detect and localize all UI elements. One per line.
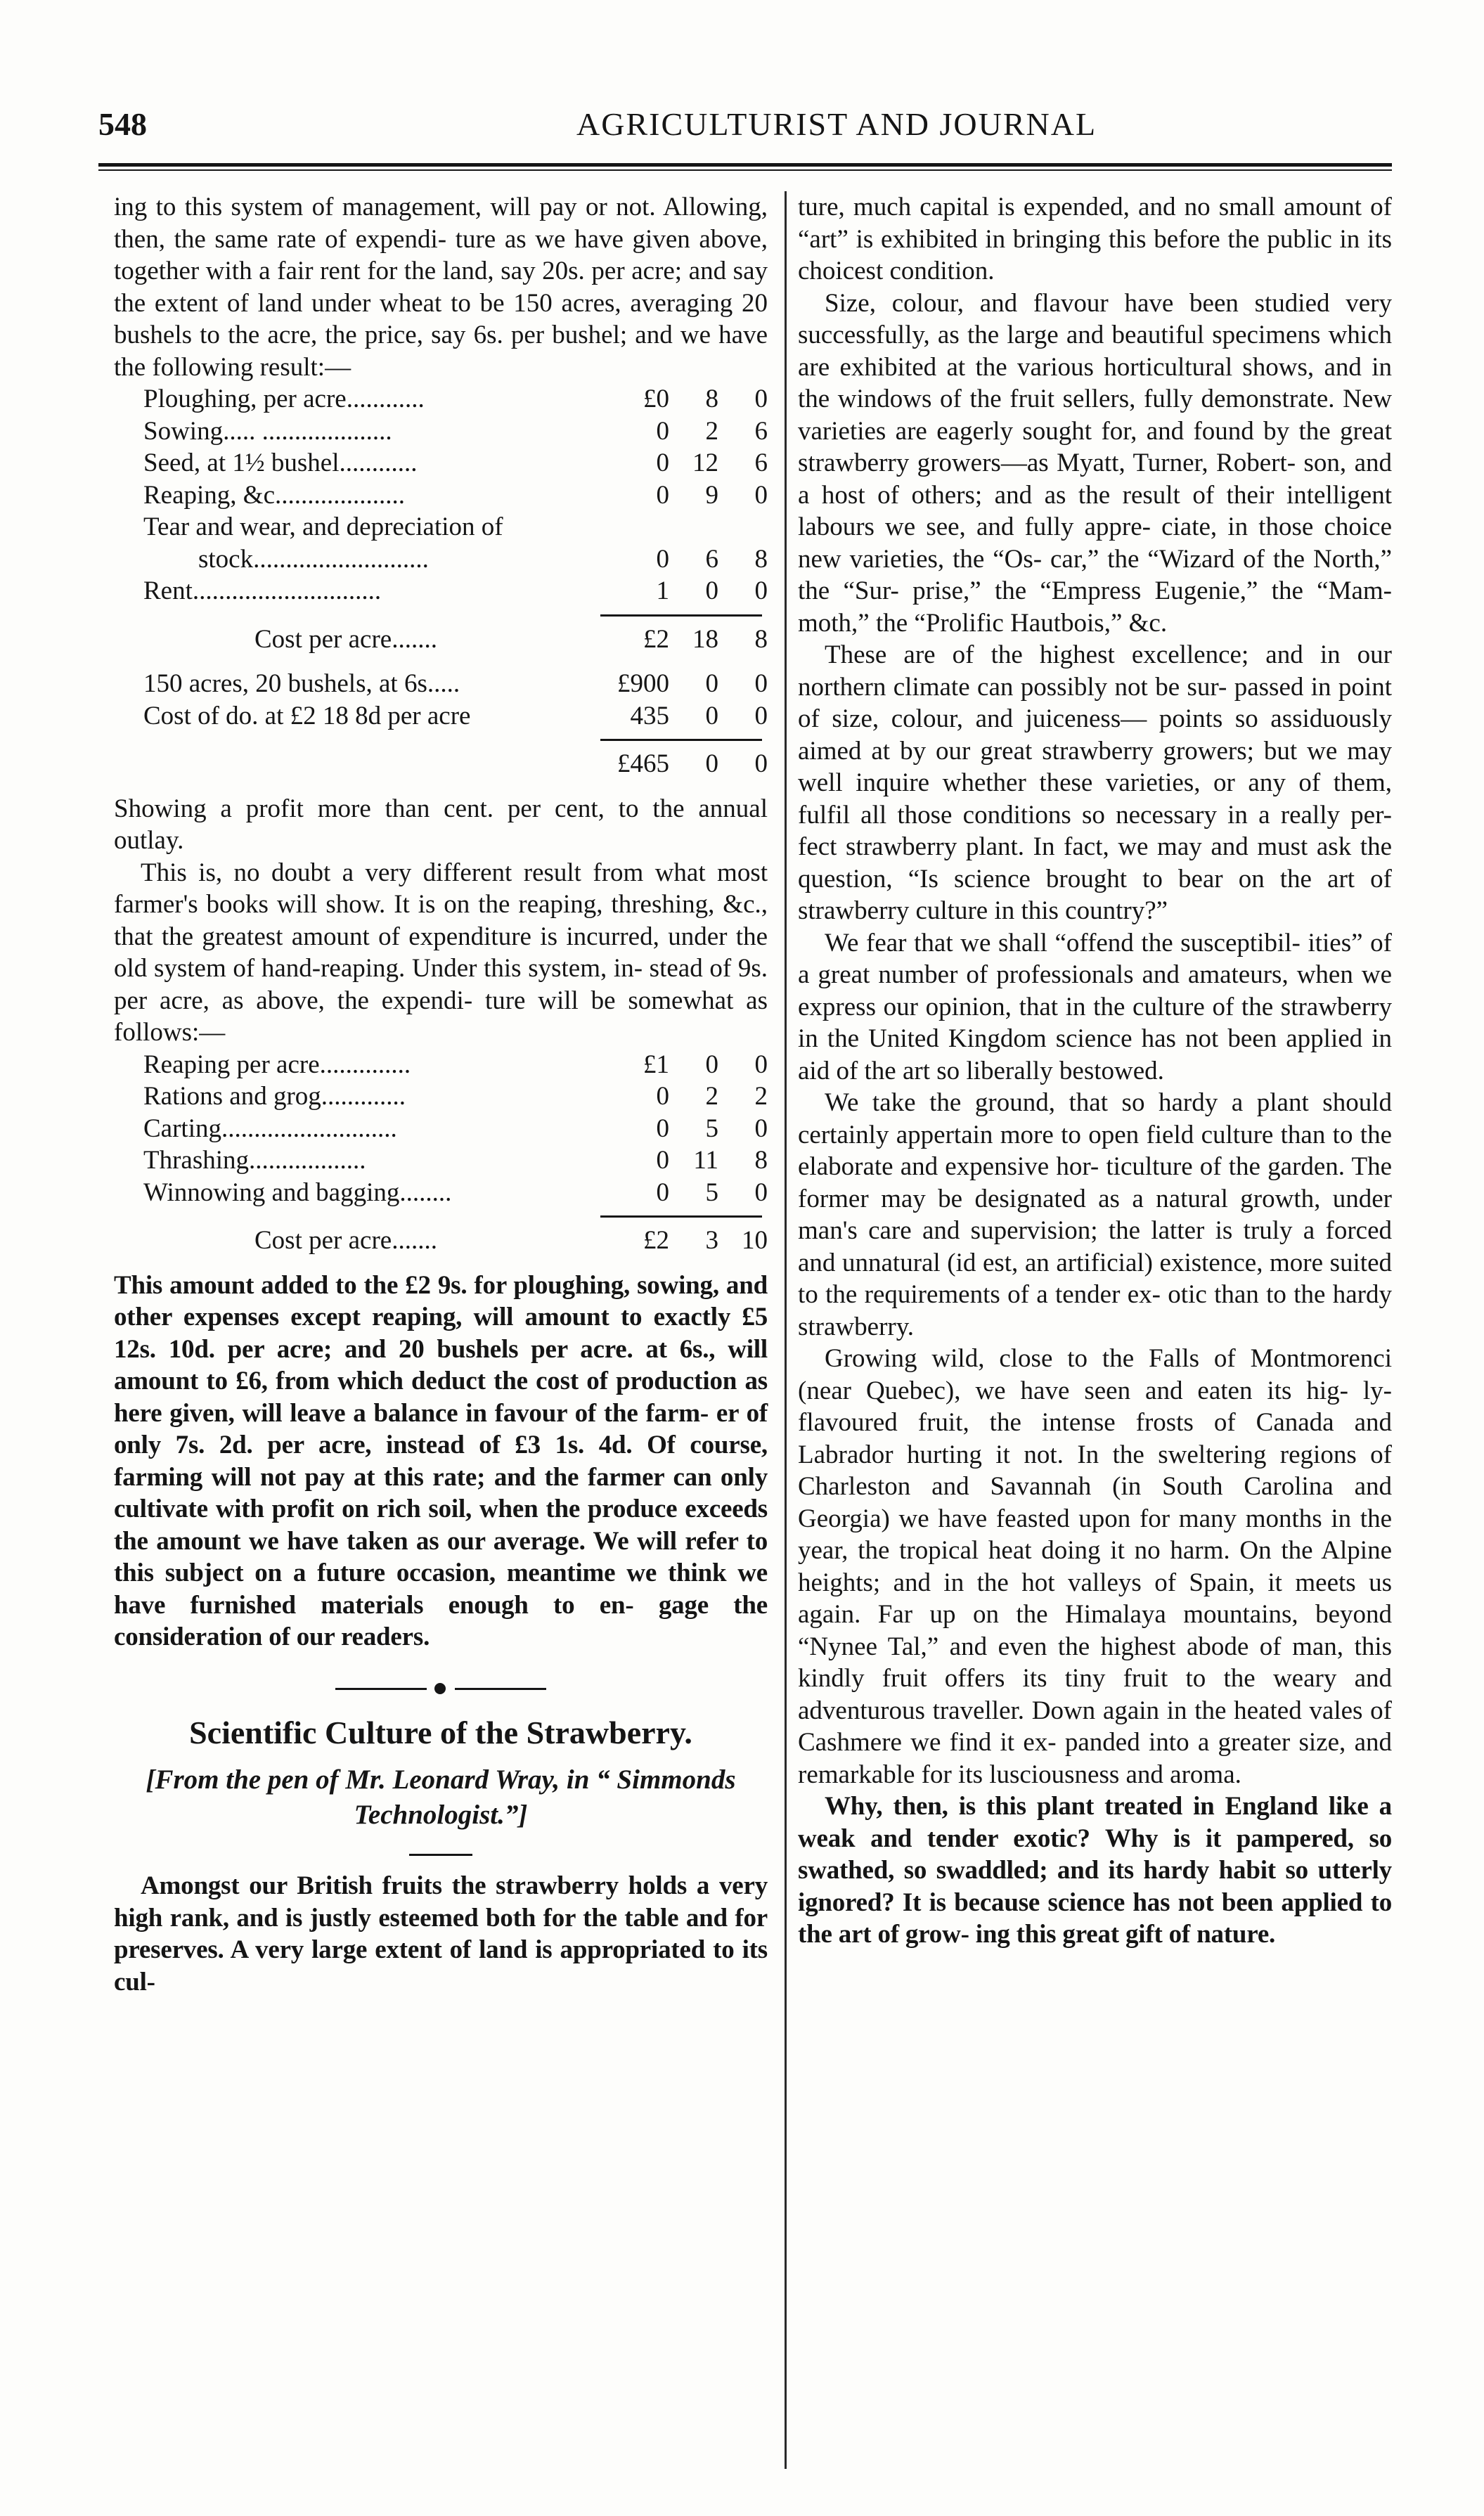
ledger-pounds: 0 — [656, 449, 669, 477]
ledger-row — [114, 700, 768, 733]
ledger-pounds: 0 — [656, 1114, 669, 1143]
ledger-pounds: 435 — [630, 701, 669, 730]
ledger-shillings: 2 — [705, 416, 718, 446]
ledger-row — [114, 1177, 768, 1209]
page-number: 548 — [98, 106, 147, 142]
paragraph-varieties: Size, colour, and flavour have been studied very successfully, as the large and beautiful specimens which are exhibited at the various horticultural shows, and in the windows of the fruit sellers, fully demonstrate. New varieties are eagerly sought for, and found by the great strawberry growers—as Myatt, Turner, Robert- son, and a host of others; and as the result of their intelligent labours we see, and fully appre- ciate, in those choice new varieties, the “Os- car,” the “Wizard of the North,” the “Sur- prise,” the “Empress Eugenie,” the “Mam- moth,” the “Prolific Hautbois,” &c. — [798, 288, 1392, 638]
closing-paragraph: This amount added to the £2 9s. for ploughing, sowing, and other expenses except reaping, will amount to exactly £5 12s. 10d. per acre; and 20 bushels per acre. at 6s., will amount to £6, from which deduct the cost of production as here given, will leave a balance in favour of the farm- er of only 7s. 2d. per acre, instead of £3 1s. 4d. Of course, farming will not pay at this rate; and the farmer can only cultivate with profit on rich soil, when the produce exceeds the amount we have taken as our average. We will refer to this subject on a future occasion, meantime we think we have furnished materials enough to en- gage the consideration of our readers. — [114, 1270, 768, 1651]
paragraph-excellence: These are of the highest excellence; and in our northern climate can possibly not be sur- passed in point of size, colour, and juiceness— points so assiduously aimed at by our great strawberry growers; but we may well inquire whether these varieties, or any of them, fulfil all those conditions so necessary in a really per- fect strawberry plant. In fact, we may and must ask the question, “Is science brought to bear on the art of strawberry culture in this country?” — [798, 640, 1392, 925]
ledger-pence: 6 — [754, 416, 768, 446]
ledger-shillings: 6 — [705, 544, 718, 574]
ledger-item: Tear and wear, and depreciation of — [143, 512, 503, 541]
ledger-pounds: £465 — [617, 749, 669, 778]
ledger-item: Carting........................... — [143, 1114, 397, 1143]
header-rule — [98, 163, 1392, 167]
article-title: Scientific Culture of the Strawberry. — [189, 1714, 692, 1750]
ledger-row — [114, 543, 768, 576]
ledger-shillings: 5 — [705, 1114, 718, 1143]
ledger-pounds: £2 — [643, 1226, 669, 1255]
ledger-row — [114, 1113, 768, 1145]
ledger-pounds: £1 — [643, 1050, 669, 1079]
ledger-pence: 2 — [754, 1082, 768, 1111]
ledger-shillings: 0 — [705, 701, 718, 730]
ledger-row — [114, 383, 768, 415]
ledger-shillings: 11 — [693, 1146, 718, 1175]
paragraph-field-culture: We take the ground, that so hardy a plant should certainly appertain more to open field culture than to the elaborate and expensive hor- ticulture of the garden. The former may be designated as a natural growth, under man's care and supervision; the latter is truly a forced and unnatural (id est, an artificial) existence, more suited to the requirements of a tender ex- otic than to the hardy strawberry. — [798, 1088, 1392, 1341]
separator-dot — [434, 1683, 446, 1694]
ledger-pounds: £2 — [643, 624, 669, 654]
ledger-item: Cost of do. at £2 18 8d per acre — [143, 701, 471, 730]
reaping-ledger — [114, 1049, 768, 1209]
ledger-pence: 6 — [754, 449, 768, 477]
ledger-item: Seed, at 1½ bushel............ — [143, 449, 418, 477]
ledger-row — [114, 415, 768, 448]
total-label: Cost per acre....... — [254, 1226, 437, 1255]
ledger-item: Reaping, &c.................... — [143, 480, 406, 510]
paragraph-growing-wild: Growing wild, close to the Falls of Montmorenci (near Quebec), we have seen and eaten its hig- ly-flavoured fruit, the intense frosts of Canada and Labrador hurting it not. In the sweltering regions of Charleston and Savannah (in South Carolina and Georgia) we have feasted upon for many months in the year, the tropical heat doing it no harm. On the Alpine heights; and in the hot valleys of Spain, it meets us again. Far up on the Himalaya mountains, beyond “Nynee Tal,” and even the highest abode of man, this kindly fruit offers its tiny fruit to the weary and adventurous traveller. Down again in the heated vales of Cashmere we find it ex- panded into a greater size, and remarkable for its lusciousness and aroma. — [798, 1344, 1392, 1789]
result-paragraph: This is, no doubt a very different result from what most farmer's books will show. It is on the reaping, threshing, &c., that the greatest amount of expenditure is incurred, under the old system of hand-reaping. Under this system, in- stead of 9s. per acre, as above, the expendi- ture will be somewhat as follows:— — [114, 858, 768, 1047]
revenue-ledger — [114, 668, 768, 732]
spacer — [114, 1257, 768, 1270]
cost-per-acre-1 — [114, 624, 768, 656]
ledger-item: Reaping per acre.............. — [143, 1050, 411, 1079]
ledger-pence: 0 — [754, 1050, 768, 1079]
cost-per-acre-2 — [114, 1225, 768, 1257]
ledger-total-row — [114, 624, 768, 656]
header-rule-thin — [98, 169, 1392, 171]
byline-rule — [409, 1854, 472, 1856]
paragraph-continuation: ture, much capital is expended, and no small amount of “art” is exhibited in bringing this before the public in its choicest condition. — [798, 193, 1392, 285]
paragraph-opinion: We fear that we shall “offend the susceptibil- ities” of a great number of professionals and amateurs, when we express our opinion, that in the culture of the strawberry in the United Kingdom science has not been applied in aid of the art so liberally bestowed. — [798, 928, 1392, 1085]
ledger-pence: 10 — [742, 1226, 768, 1255]
ledger-total-row — [114, 1225, 768, 1257]
ledger-row — [114, 511, 768, 543]
sum-rule — [600, 1215, 762, 1218]
ledger-row — [114, 479, 768, 512]
ledger-item: 150 acres, 20 bushels, at 6s..... — [143, 669, 460, 698]
ledger-shillings: 0 — [705, 1050, 718, 1079]
ledger-row — [114, 1049, 768, 1081]
ledger-pounds: 1 — [656, 576, 669, 605]
spacer — [114, 780, 768, 793]
ledger-pence: 0 — [754, 480, 768, 510]
column-divider — [785, 191, 787, 2469]
ledger-row — [114, 575, 768, 607]
ledger-pence: 8 — [754, 544, 768, 574]
expense-ledger-1 — [114, 383, 768, 607]
ledger-row — [114, 447, 768, 479]
ledger-pence: 0 — [754, 385, 768, 413]
paragraph-conclusion: Why, then, is this plant treated in England like a weak and tender exotic? Why is it pampered, so swathed, so swaddled; and its hardy habit so utterly ignored? It is because science has not been applied to the art of grow- ing this great gift of nature. — [798, 1792, 1392, 1949]
sum-rule — [600, 739, 762, 741]
page-header — [98, 105, 1392, 155]
journal-title: AGRICULTURIST AND JOURNAL — [576, 106, 1097, 142]
ledger-item: Rent............................. — [143, 576, 382, 605]
ledger-item: stock........................... — [198, 544, 429, 574]
ledger-row — [114, 668, 768, 700]
article-byline: [From the pen of Mr. Leonard Wray, in “ Simmonds Technologist.”] — [146, 1765, 736, 1830]
ledger-shillings: 0 — [705, 669, 718, 698]
ledger-row — [114, 1080, 768, 1113]
right-column — [798, 191, 1392, 1951]
ledger-pence: 0 — [754, 749, 768, 778]
ledger-pence: 0 — [754, 669, 768, 698]
ledger-item: Rations and grog............. — [143, 1082, 406, 1111]
ledger-pounds: 0 — [656, 544, 669, 574]
ledger-shillings: 5 — [705, 1178, 718, 1207]
sum-rule — [600, 614, 762, 617]
ledger-shillings: 0 — [705, 749, 718, 778]
ledger-pounds: 0 — [656, 1178, 669, 1207]
ledger-pence: 8 — [754, 624, 768, 654]
ledger-total-row — [114, 748, 768, 780]
ledger-row — [114, 1144, 768, 1177]
ledger-item: Sowing..... .................... — [143, 416, 392, 446]
ledger-shillings: 18 — [692, 624, 718, 654]
spacer — [114, 655, 768, 668]
intro-paragraph: ing to this system of management, will pay or not. Allowing, then, the same rate of expendi- ture as we have given above, together with a fair rent for the land, say 20s. per acre; and say the extent of land under wheat to be 150 acres, averaging 20 bushels to the acre, the price, say 6s. per bushel; and we have the following result:— — [114, 193, 768, 382]
ledger-pence: 0 — [754, 576, 768, 605]
article-opening-paragraph: Amongst our British fruits the strawberry holds a very high rank, and is justly esteemed both for the table and for preserves. A very large extent of land is appropriated to its cul- — [114, 1871, 768, 1996]
ledger-item: Thrashing.................. — [143, 1146, 366, 1175]
ledger-pence: 0 — [754, 701, 768, 730]
ledger-shillings: 9 — [705, 480, 718, 510]
profit-total — [114, 748, 768, 780]
ledger-pounds: 0 — [656, 416, 669, 446]
section-separator — [335, 1682, 546, 1696]
ledger-shillings: 0 — [705, 576, 718, 605]
ledger-pounds: 0 — [656, 1082, 669, 1111]
ledger-item: Ploughing, per acre............ — [143, 385, 425, 413]
ledger-shillings: 2 — [705, 1082, 718, 1111]
ledger-pounds: £900 — [617, 669, 669, 698]
ledger-pence: 8 — [754, 1146, 768, 1175]
ledger-shillings: 3 — [705, 1226, 718, 1255]
ledger-pounds: 0 — [656, 480, 669, 510]
total-label: Cost per acre....... — [254, 624, 437, 654]
ledger-shillings: 12 — [692, 449, 718, 477]
ledger-pence: 0 — [754, 1178, 768, 1207]
ledger-pence: 0 — [754, 1114, 768, 1143]
ledger-pounds: £0 — [643, 385, 669, 413]
left-column — [114, 191, 768, 1998]
ledger-pounds: 0 — [656, 1146, 669, 1175]
profit-paragraph: Showing a profit more than cent. per cent, to the annual outlay. — [114, 794, 768, 855]
ledger-shillings: 8 — [705, 385, 718, 413]
ledger-item: Winnowing and bagging........ — [143, 1178, 452, 1207]
